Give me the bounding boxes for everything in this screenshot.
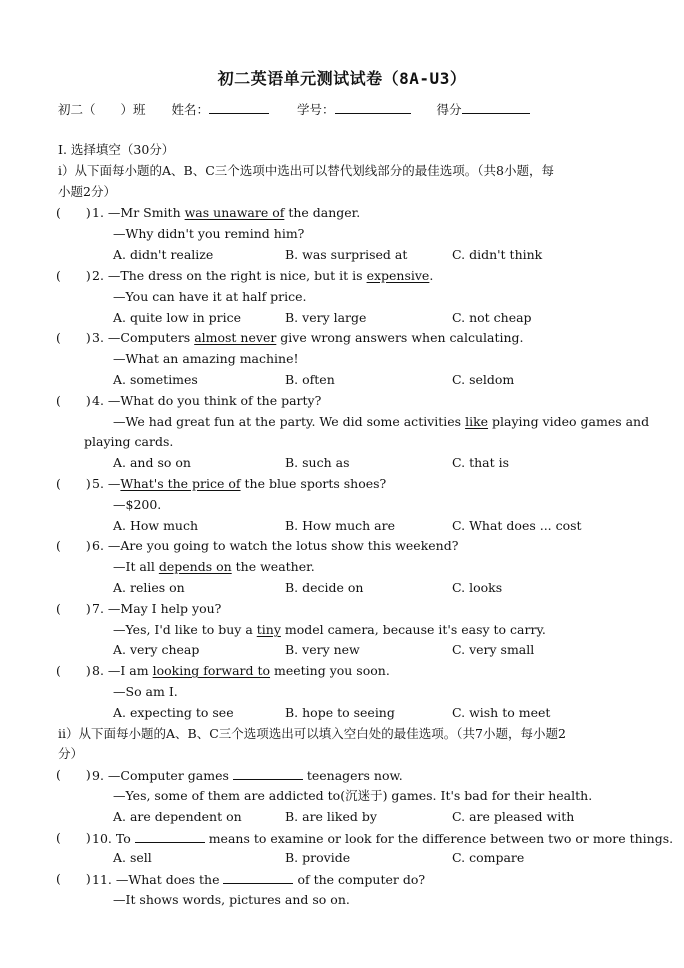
- question-text: meeting you soon.: [270, 663, 390, 678]
- class-label: 初二（ ）班: [58, 102, 146, 117]
- reply-7: [113, 622, 546, 638]
- answer-bracket[interactable]: ( ): [56, 663, 91, 678]
- part2-instruction-line2: 分）: [58, 746, 84, 761]
- question-3: [92, 330, 524, 346]
- reply-4: [113, 414, 649, 430]
- option-a[interactable]: A. are dependent on: [113, 809, 242, 824]
- underlined-phrase: tiny: [256, 622, 281, 637]
- underlined-phrase: What's the price of: [120, 476, 241, 491]
- option-a[interactable]: A. and so on: [113, 455, 191, 470]
- option-c[interactable]: C. What does ... cost: [452, 518, 582, 533]
- answer-blank[interactable]: [233, 767, 303, 780]
- answer-bracket[interactable]: ( ): [56, 538, 91, 553]
- question-5: [92, 476, 386, 492]
- reply-8: —So am I.: [113, 684, 178, 699]
- answer-bracket[interactable]: ( ): [56, 601, 91, 616]
- answer-bracket[interactable]: ( ): [56, 205, 91, 220]
- question-8: [92, 663, 390, 679]
- reply-text: the weather.: [231, 559, 315, 574]
- reply-text: —It all: [113, 559, 159, 574]
- reply-5: —$200.: [113, 497, 162, 512]
- question-9: [92, 767, 403, 784]
- option-b[interactable]: B. very large: [285, 310, 367, 325]
- reply-text: playing video games and: [488, 414, 650, 429]
- question-1: [92, 205, 360, 221]
- underlined-phrase: almost never: [194, 330, 277, 345]
- question-2: [92, 268, 433, 284]
- underlined-phrase: like: [465, 414, 489, 429]
- question-text: .: [429, 268, 434, 283]
- question-text: 8. —I am: [92, 663, 153, 678]
- option-c[interactable]: C. that is: [452, 455, 510, 470]
- reply-11: —It shows words, pictures and so on.: [113, 892, 350, 907]
- reply-6: [113, 559, 315, 575]
- option-b[interactable]: B. are liked by: [285, 809, 377, 824]
- underlined-phrase: looking forward to: [152, 663, 271, 678]
- option-a[interactable]: A. expecting to see: [113, 705, 234, 720]
- option-c[interactable]: C. looks: [452, 580, 503, 595]
- name-field[interactable]: [209, 101, 269, 114]
- option-a[interactable]: A. How much: [113, 518, 199, 533]
- option-a[interactable]: A. sell: [113, 850, 152, 865]
- question-text: the danger.: [284, 205, 361, 220]
- answer-bracket[interactable]: ( ): [56, 268, 91, 283]
- option-b[interactable]: B. provide: [285, 850, 351, 865]
- student-info-row: [58, 100, 530, 118]
- answer-blank[interactable]: [223, 871, 293, 884]
- option-c[interactable]: C. compare: [452, 850, 525, 865]
- question-text: means to examine or look for the difference between two or more things.: [204, 831, 674, 846]
- question-7: 7. —May I help you?: [92, 601, 222, 616]
- option-c[interactable]: C. didn't think: [452, 247, 543, 262]
- option-a[interactable]: A. quite low in price: [113, 310, 242, 325]
- question-6: 6. —Are you going to watch the lotus show this weekend?: [92, 538, 459, 553]
- option-a[interactable]: A. very cheap: [113, 642, 200, 657]
- question-text: the blue sports shoes?: [240, 476, 387, 491]
- name-label: 姓名：: [171, 102, 210, 117]
- part1-instruction-line1: ⅰ）从下面每小题的A、B、C三个选项中选出可以替代划线部分的最佳选项。（共8小题，每: [58, 163, 554, 178]
- part2-instruction-line1: ⅱ）从下面每小题的A、B、C三个选项选出可以填入空白处的最佳选项。（共7小题，每小题2: [58, 726, 566, 741]
- score-label: 得分: [436, 102, 462, 117]
- reply-2: —You can have it at half price.: [113, 289, 307, 304]
- question-text: 3. —Computers: [92, 330, 195, 345]
- option-a[interactable]: A. sometimes: [113, 372, 198, 387]
- section-heading: Ⅰ. 选择填空（30分）: [58, 142, 175, 157]
- option-b[interactable]: B. often: [285, 372, 335, 387]
- number-field[interactable]: [335, 101, 411, 114]
- question-text: give wrong answers when calculating.: [276, 330, 524, 345]
- reply-3: —What an amazing machine!: [113, 351, 299, 366]
- reply-text: —We had great fun at the party. We did some activities: [113, 414, 466, 429]
- reply-text: —Yes, I'd like to buy a: [113, 622, 257, 637]
- question-10: [92, 830, 673, 847]
- reply-9: —Yes, some of them are addicted to(沉迷于) games. It's bad for their health.: [113, 788, 593, 803]
- part1-instruction-line2: 小题2分）: [58, 184, 116, 199]
- option-b[interactable]: B. was surprised at: [285, 247, 408, 262]
- reply-text: model camera, because it's easy to carry.: [280, 622, 546, 637]
- answer-bracket[interactable]: ( ): [56, 330, 91, 345]
- question-text: 2. —The dress on the right is nice, but it is: [92, 268, 367, 283]
- page-title: 初二英语单元测试试卷（8A-U3）: [217, 69, 467, 88]
- answer-bracket[interactable]: ( ): [56, 767, 91, 782]
- number-label: 学号：: [297, 102, 335, 117]
- question-text: 9. —Computer games: [92, 768, 233, 783]
- option-b[interactable]: B. decide on: [285, 580, 364, 595]
- question-text: 5. —: [92, 476, 121, 491]
- reply-1: —Why didn't you remind him?: [113, 226, 305, 241]
- option-a[interactable]: A. relies on: [113, 580, 185, 595]
- option-c[interactable]: C. are pleased with: [452, 809, 575, 824]
- answer-bracket[interactable]: ( ): [56, 393, 91, 408]
- option-c[interactable]: C. very small: [452, 642, 535, 657]
- answer-bracket[interactable]: ( ): [56, 830, 91, 845]
- question-11: [92, 871, 425, 888]
- option-c[interactable]: C. wish to meet: [452, 705, 551, 720]
- underlined-phrase: was unaware of: [184, 205, 285, 220]
- question-4: 4. —What do you think of the party?: [92, 393, 322, 408]
- option-b[interactable]: B. very new: [285, 642, 360, 657]
- question-text: 10. To: [92, 831, 135, 846]
- option-c[interactable]: C. not cheap: [452, 310, 532, 325]
- option-a[interactable]: A. didn't realize: [113, 247, 214, 262]
- question-text: 1. —Mr Smith: [92, 205, 185, 220]
- reply-4-continued: playing cards.: [84, 434, 174, 449]
- question-text: of the computer do?: [293, 872, 426, 887]
- answer-bracket[interactable]: ( ): [56, 476, 91, 491]
- underlined-phrase: depends on: [158, 559, 232, 574]
- question-text: teenagers now.: [302, 768, 403, 783]
- question-text: 11. —What does the: [92, 872, 224, 887]
- answer-blank[interactable]: [135, 830, 205, 843]
- option-c[interactable]: C. seldom: [452, 372, 515, 387]
- underlined-phrase: expensive: [366, 268, 430, 283]
- option-b[interactable]: B. How much are: [285, 518, 395, 533]
- answer-bracket[interactable]: ( ): [56, 871, 91, 886]
- option-b[interactable]: B. hope to seeing: [285, 705, 395, 720]
- option-b[interactable]: B. such as: [285, 455, 350, 470]
- score-field[interactable]: [462, 101, 530, 114]
